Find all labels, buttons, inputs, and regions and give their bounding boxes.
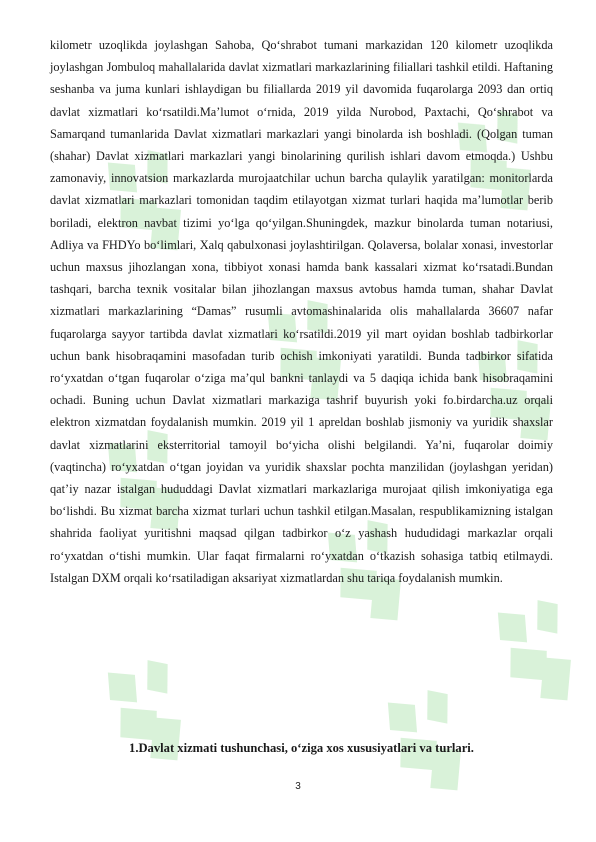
body-paragraph: kilometr uzoqlikda joylashgan Sahoba, Qo‘shrabot tumani markazidan 120 kilometr uzoqlikda joylashgan Jombuloq mahallalarida davlat xizmatlari markazlarining filiallari tashkil etildi. Haftaning seshanba va juma kunlari ishlaydigan bu filiallarda 2019 yil davomida fuqarolarga 2093 dan ortiq davlat xizmatlari ko‘rsatildi.Ma’lumot o‘rnida, 2019 yilda Nurobod, Paxtachi, Qo‘shrabot va Samarqand tumanlarida Davlat xizmatlari markazlari yangi binolarda ish boshladi. (Qolgan tuman (shahar) Davlat xizmatlari markazlari yangi binolarining qurilish ishlari davom etmoqda.) Ushbu zamonaviy, innovatsion markazlarda murojaatchilar uchun barcha qulaylik yaratilgan: monitorlarda davlat xizmatlari markazlari tomonidan taqdim etilayotgan xizmat turlari haqida ma’lumotlar berib boriladi, elektron navbat tizimi yo‘lga qo‘yilgan.Shuningdek, mazkur binolarda tuman notariusi, Adliya va FHDYo bo‘limlari, Xalq qabulxonasi joylashtirilgan. Qolaversa, bolalar xonasi, investorlar uchun maxsus jihozlangan xona, tibbiyot xonasi hamda bank kassalari xizmat ko‘rsatadi.Bundan tashqari, barcha texnik vositalar bilan jihozlangan maxsus avtobus hamda tuman, shahar Davlat xizmatlari markazlarining “Damas” rusumli avtomashinalarida olis mahallalarda 36607 nafar fuqarolarga sayyor tartibda davlat xizmatlari ko‘rsatildi.2019 yil mart oyidan boshlab tadbirkorlar uchun bank hisobraqamini masofadan turib ochish imkoniyati yaratildi. Bunda tadbirkor sifatida ro‘yxatdan o‘tgan fuqarolar o‘ziga ma’qul bankni tanlaydi va 5 daqiqa ichida bank hisobraqamini ochadi. Buning uchun Davlat xizmatlari markaziga tashrif buyurish yoki fo.birdarcha.uz orqali elektron xizmatdan foydalanish mumkin. 2019 yil 1 apreldan boshlab jismoniy va yuridik shaxslar davlat xizmatlarini eksterritorial tamoyil bo‘yicha olishi belgilandi. Ya’ni, fuqarolar doimiy (vaqtincha) ro‘yxatdan o‘tgan joyidan va yuridik shaxslar pochta manzilidan (joylashgan yeridan) qat’iy nazar istalgan hududdagi Davlat xizmatlari markazlariga murojaat qilish imkoniyatiga ega bo‘lishdi. Bu xizmat barcha xizmat turlari uchun tashkil etilgan.Masalan, respublikamizning istalgan shahrida faoliyat yuritishni maqsad qilgan tadbirkor o‘z yashash hududidagi markazlar orqali ro‘yxatdan o‘tishi mumkin. Ular faqat firmalarni ro‘yxatdan o‘tkazish sohasiga tatbiq etilmaydi. Istalgan DXM orqali ko‘rsatiladigan aksariyat xizmatlardan shu tariqa foydalanish mumkin. [50,38,553,585]
page-number: 3 [295,781,301,792]
watermark-mark [473,580,596,719]
watermark-mark [83,640,219,779]
section-heading: 1.Davlat xizmati tushunchasi, o‘ziga xos xususiyatlari va turlari. [129,741,474,755]
